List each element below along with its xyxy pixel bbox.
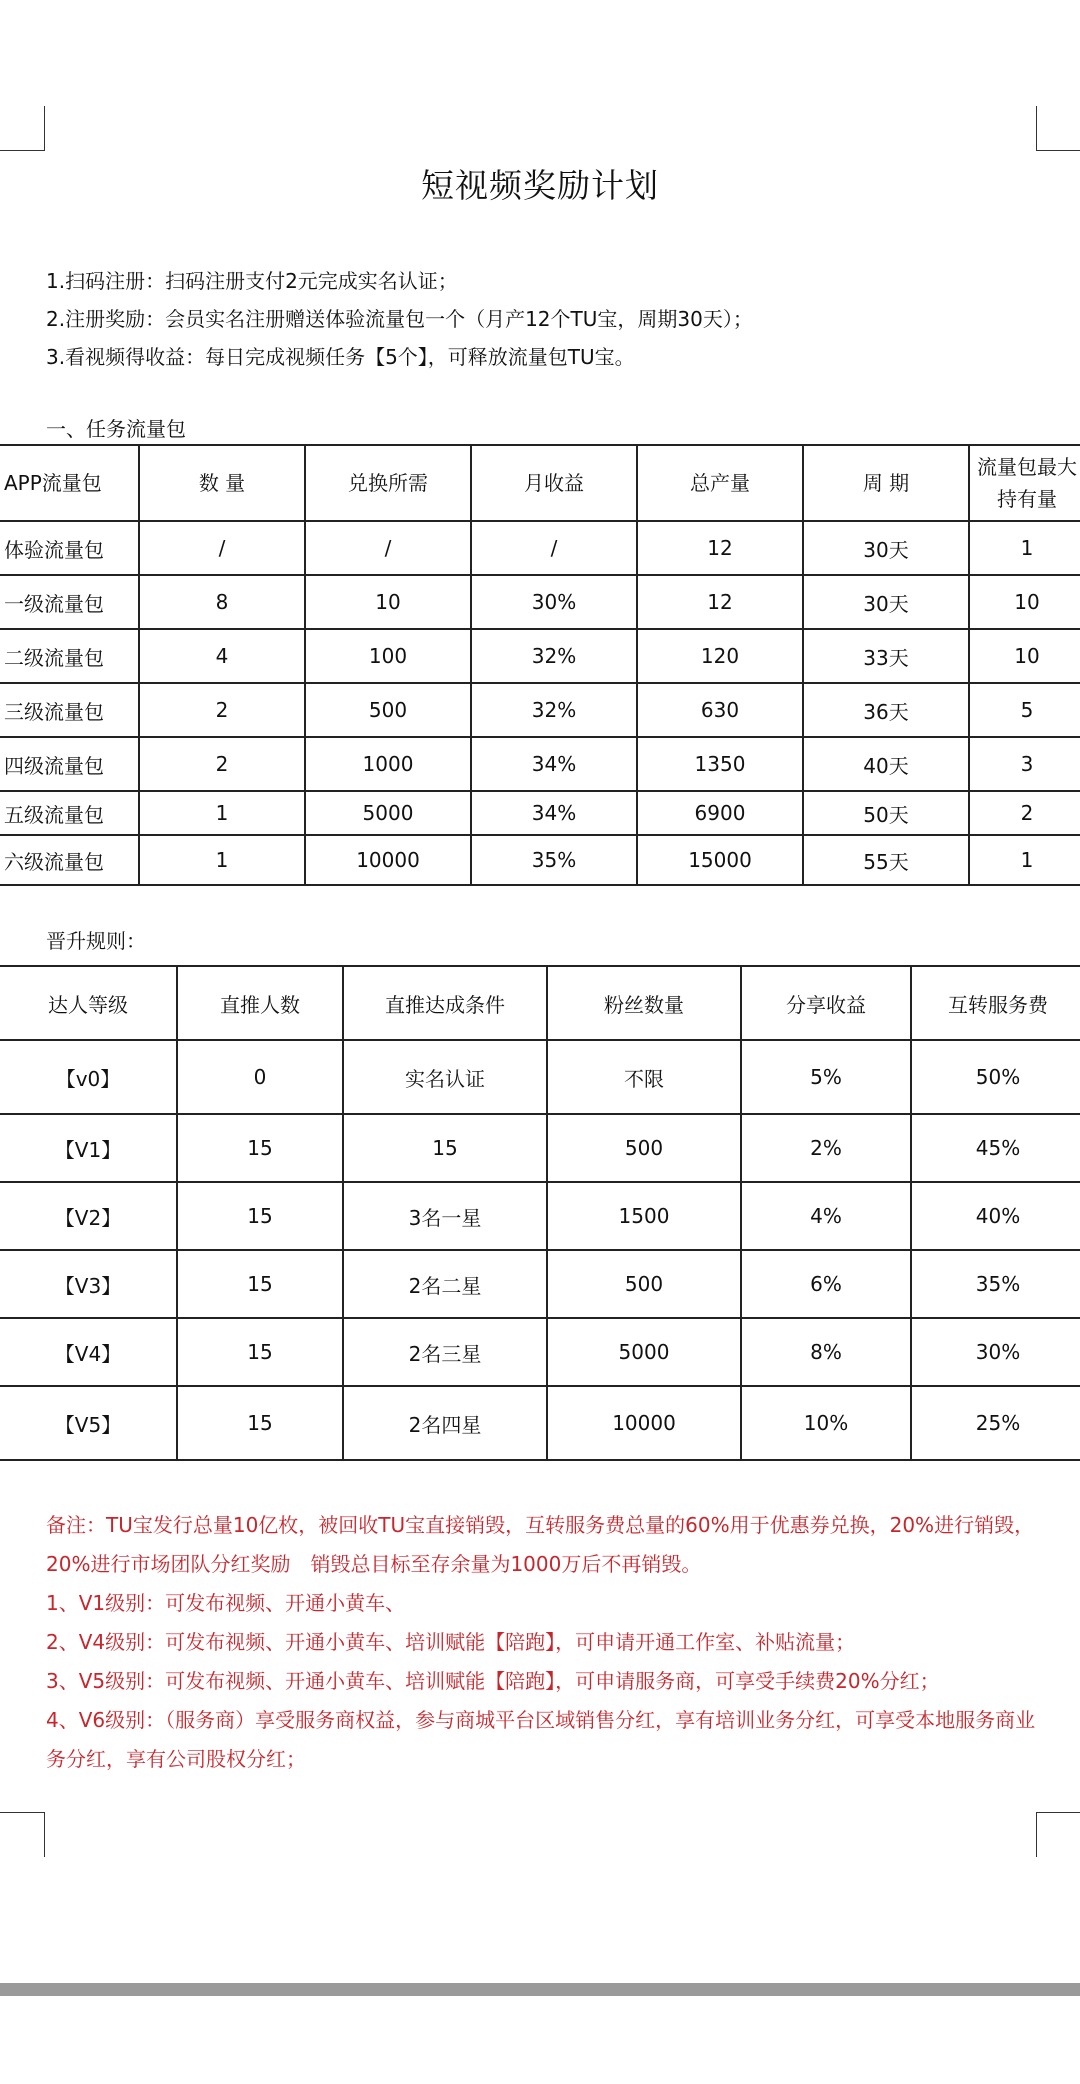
table-cell: 15000 [637,835,803,885]
table-cell: 12 [637,575,803,629]
table-cell: 体验流量包 [0,521,139,575]
table-cell: 30% [911,1318,1080,1386]
table-cell: 120 [637,629,803,683]
table-row [0,1250,1080,1318]
table-cell: 1 [969,521,1080,575]
table-cell: / [139,521,305,575]
intro-item: 2.注册奖励：会员实名注册赠送体验流量包一个（月产12个TU宝，周期30天）； [46,307,753,331]
table-cell: 3 [969,737,1080,791]
table-header-row [0,966,1080,1040]
table-cell: 2 [139,737,305,791]
remark-item: 2、V4级别：可发布视频、开通小黄车、培训赋能【陪跑】，可申请开通工作室、补贴流量； [46,1630,856,1654]
table-row [0,1182,1080,1250]
table-cell: 15 [177,1386,343,1460]
column-header: 数 量 [139,445,305,521]
table-cell: 2 [139,683,305,737]
table-row [0,629,1080,683]
crop-mark-top-left [0,106,45,151]
table-cell: 2名二星 [343,1250,547,1318]
table-cell: 8 [139,575,305,629]
table-cell: 二级流量包 [0,629,139,683]
table-cell: 1500 [547,1182,741,1250]
table-cell: 【V1】 [0,1114,177,1182]
table-cell: 2% [741,1114,911,1182]
column-header: 互转服务费 [911,966,1080,1040]
crop-mark-bottom-left [0,1812,45,1857]
table-cell: 100 [305,629,471,683]
table-cell: 四级流量包 [0,737,139,791]
table-cell: 三级流量包 [0,683,139,737]
table-cell: 6% [741,1250,911,1318]
remark-item: 4、V6级别：（服务商）享受服务商权益，参与商城平台区域销售分红，享有培训业务分红，可享受本地服务商业务分红，享有公司股权分红； [46,1708,1036,1771]
table-row [0,1386,1080,1460]
table-row [0,1318,1080,1386]
table-row [0,575,1080,629]
table-cell: 不限 [547,1040,741,1114]
table-cell: 5000 [547,1318,741,1386]
table-cell: 30天 [803,575,969,629]
table-row [0,521,1080,575]
table-cell: 6900 [637,791,803,835]
intro-list [46,262,753,376]
table-cell: 1 [139,835,305,885]
remark-item: 3、V5级别：可发布视频、开通小黄车、培训赋能【陪跑】，可申请服务商，可享受手续费20%分红； [46,1669,940,1693]
section-heading-promotion-rules: 晋升规则： [46,929,146,953]
table-cell: 5 [969,683,1080,737]
table-cell: 1 [139,791,305,835]
table-cell: / [305,521,471,575]
table-cell: 1 [969,835,1080,885]
table-cell: 630 [637,683,803,737]
table-header-row [0,445,1080,521]
table-cell: 25% [911,1386,1080,1460]
table-cell: 10000 [547,1386,741,1460]
table-cell: 【V2】 [0,1182,177,1250]
table-row [0,791,1080,835]
table-cell: 15 [343,1114,547,1182]
table-cell: 55天 [803,835,969,885]
intro-item: 3.看视频得收益：每日完成视频任务【5个】，可释放流量包TU宝。 [46,345,635,369]
table-cell: 六级流量包 [0,835,139,885]
table-cell: 15 [177,1114,343,1182]
column-header: 分享收益 [741,966,911,1040]
table-cell: 40天 [803,737,969,791]
table-cell: 1350 [637,737,803,791]
section-heading-traffic-packs: 一、任务流量包 [46,417,186,441]
column-header: 直推达成条件 [343,966,547,1040]
remark-item: 1、V1级别：可发布视频、开通小黄车、 [46,1591,406,1615]
table-cell: 36天 [803,683,969,737]
crop-mark-bottom-right [1036,1812,1080,1857]
promotion-rules-table [0,965,1080,1461]
table-cell: 【v0】 [0,1040,177,1114]
page-bottom-divider [0,1983,1080,1996]
table-cell: 一级流量包 [0,575,139,629]
table-cell: 12 [637,521,803,575]
table-cell: 10 [969,629,1080,683]
table-row [0,835,1080,885]
table-cell: 500 [547,1114,741,1182]
column-header: 流量包最大持有量 [969,445,1080,521]
table-cell: 15 [177,1182,343,1250]
table-cell: 10 [305,575,471,629]
table-cell: / [471,521,637,575]
table-cell: 10 [969,575,1080,629]
table-cell: 1000 [305,737,471,791]
table-cell: 4% [741,1182,911,1250]
table-cell: 8% [741,1318,911,1386]
table-cell: 32% [471,683,637,737]
table-cell: 2 [969,791,1080,835]
table-cell: 2名三星 [343,1318,547,1386]
table-row [0,1040,1080,1114]
remark-item: 备注：TU宝发行总量10亿枚，被回收TU宝直接销毁，互转服务费总量的60%用于优惠券兑换，20%进行销毁，20%进行市场团队分红奖励 销毁总目标至存余量为1000万后不再销毁。 [46,1513,1035,1576]
table-cell: 15 [177,1318,343,1386]
table-cell: 10% [741,1386,911,1460]
table-cell: 实名认证 [343,1040,547,1114]
column-header: 达人等级 [0,966,177,1040]
table-cell: 34% [471,737,637,791]
page-title: 短视频奖励计划 [421,166,659,205]
column-header: 兑换所需 [305,445,471,521]
column-header: 周 期 [803,445,969,521]
table-cell: 30天 [803,521,969,575]
table-cell: 50天 [803,791,969,835]
intro-item: 1.扫码注册：扫码注册支付2元完成实名认证； [46,269,458,293]
table-cell: 2名四星 [343,1386,547,1460]
column-header: 粉丝数量 [547,966,741,1040]
table-cell: 5% [741,1040,911,1114]
table-cell: 【V3】 [0,1250,177,1318]
column-header: 直推人数 [177,966,343,1040]
table-cell: 15 [177,1250,343,1318]
table-cell: 32% [471,629,637,683]
table-row [0,683,1080,737]
traffic-pack-table [0,444,1080,886]
table-cell: 40% [911,1182,1080,1250]
table-row [0,1114,1080,1182]
table-cell: 30% [471,575,637,629]
column-header: APP流量包 [0,445,139,521]
table-cell: 35% [471,835,637,885]
table-cell: 10000 [305,835,471,885]
table-cell: 3名一星 [343,1182,547,1250]
table-cell: 4 [139,629,305,683]
table-cell: 【V4】 [0,1318,177,1386]
crop-mark-top-right [1036,106,1080,151]
table-cell: 5000 [305,791,471,835]
column-header: 总产量 [637,445,803,521]
table-cell: 45% [911,1114,1080,1182]
table-cell: 35% [911,1250,1080,1318]
column-header: 月收益 [471,445,637,521]
table-cell: 33天 [803,629,969,683]
table-cell: 50% [911,1040,1080,1114]
table-cell: 0 [177,1040,343,1114]
remarks-block [46,1506,1040,1779]
table-cell: 500 [305,683,471,737]
table-cell: 【V5】 [0,1386,177,1460]
table-cell: 500 [547,1250,741,1318]
table-cell: 34% [471,791,637,835]
table-cell: 五级流量包 [0,791,139,835]
table-row [0,737,1080,791]
